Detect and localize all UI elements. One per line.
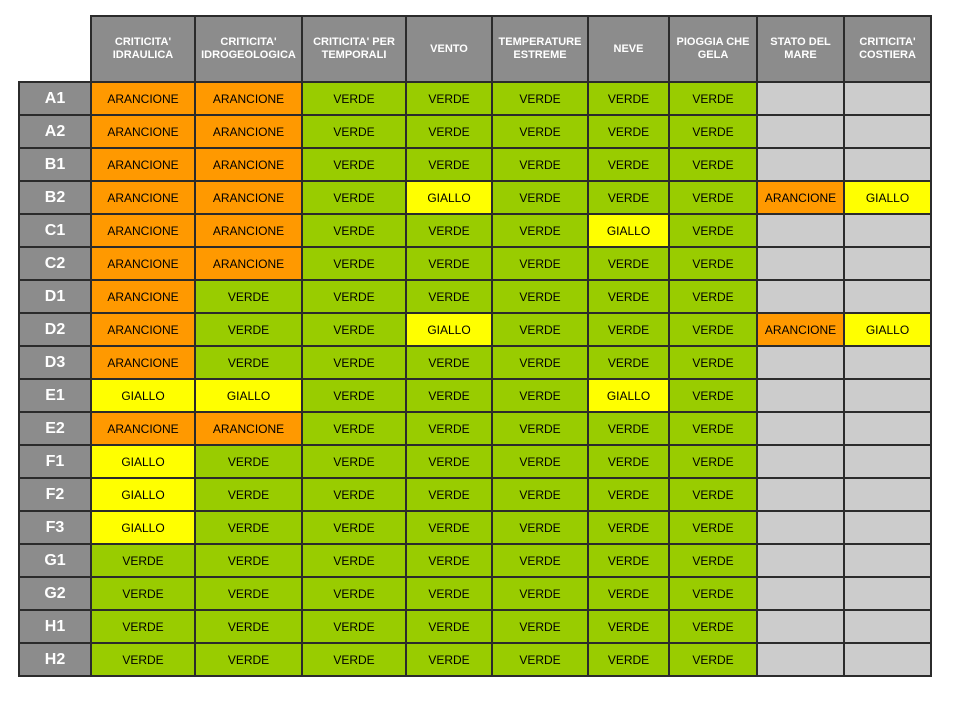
empty-cell (844, 379, 931, 412)
alert-level-cell: GIALLO (91, 478, 195, 511)
zone-label: E2 (19, 412, 91, 445)
table-row (19, 610, 931, 643)
alert-level-cell: VERDE (492, 511, 588, 544)
alert-level-cell: VERDE (492, 643, 588, 676)
alert-level-cell: VERDE (91, 577, 195, 610)
alert-level-cell: VERDE (669, 544, 757, 577)
alert-level-cell: VERDE (302, 544, 406, 577)
table-row (19, 247, 931, 280)
alert-level-cell: VERDE (669, 82, 757, 115)
alert-level-cell: VERDE (195, 445, 302, 478)
alert-level-cell: VERDE (669, 280, 757, 313)
alert-level-cell: VERDE (588, 511, 669, 544)
table-row (19, 577, 931, 610)
zone-label: C1 (19, 214, 91, 247)
alert-level-cell: VERDE (492, 544, 588, 577)
alert-level-cell: VERDE (406, 148, 492, 181)
table-body (19, 82, 931, 676)
table-row (19, 82, 931, 115)
alert-level-cell: VERDE (669, 313, 757, 346)
zone-label: D1 (19, 280, 91, 313)
table-row (19, 544, 931, 577)
alert-level-cell: GIALLO (588, 214, 669, 247)
zone-label: F2 (19, 478, 91, 511)
alert-level-cell: ARANCIONE (195, 115, 302, 148)
alert-level-cell: VERDE (302, 247, 406, 280)
zone-label: H2 (19, 643, 91, 676)
alert-level-cell: VERDE (669, 379, 757, 412)
alert-level-cell: ARANCIONE (91, 148, 195, 181)
column-header-pioggia-che-gela: PIOGGIA CHE GELA (669, 16, 757, 82)
empty-cell (844, 544, 931, 577)
alert-level-cell: ARANCIONE (91, 82, 195, 115)
alert-table (18, 15, 932, 677)
alert-level-cell: ARANCIONE (91, 346, 195, 379)
column-header-criticita-costiera: CRITICITA' COSTIERA (844, 16, 931, 82)
alert-level-cell: VERDE (492, 214, 588, 247)
alert-level-cell: ARANCIONE (195, 412, 302, 445)
alert-level-cell: VERDE (406, 247, 492, 280)
alert-level-cell: VERDE (669, 115, 757, 148)
zone-label: B2 (19, 181, 91, 214)
alert-level-cell: VERDE (91, 610, 195, 643)
alert-level-cell: VERDE (302, 445, 406, 478)
alert-level-cell: VERDE (492, 280, 588, 313)
alert-level-cell: VERDE (302, 379, 406, 412)
alert-level-cell: VERDE (406, 82, 492, 115)
alert-level-cell: VERDE (302, 577, 406, 610)
empty-cell (757, 511, 844, 544)
alert-level-cell: VERDE (588, 412, 669, 445)
alert-level-cell: VERDE (492, 148, 588, 181)
table-row (19, 214, 931, 247)
column-header-criticita-idrogeologica: CRITICITA' IDROGEOLOGICA (195, 16, 302, 82)
empty-cell (757, 280, 844, 313)
alert-level-cell: VERDE (492, 181, 588, 214)
empty-cell (757, 247, 844, 280)
alert-level-cell: VERDE (195, 577, 302, 610)
alert-level-cell: VERDE (195, 544, 302, 577)
alert-level-cell: VERDE (669, 346, 757, 379)
empty-cell (844, 478, 931, 511)
alert-level-cell: VERDE (406, 412, 492, 445)
alert-level-cell: VERDE (492, 313, 588, 346)
zone-label: A1 (19, 82, 91, 115)
zone-label: H1 (19, 610, 91, 643)
alert-level-cell: VERDE (492, 379, 588, 412)
empty-cell (844, 82, 931, 115)
alert-level-cell: VERDE (492, 412, 588, 445)
empty-cell (844, 643, 931, 676)
column-header-vento: VENTO (406, 16, 492, 82)
alert-level-cell: VERDE (302, 280, 406, 313)
column-header-criticita-per-temporali: CRITICITA' PER TEMPORALI (302, 16, 406, 82)
alert-level-cell: VERDE (302, 82, 406, 115)
corner-cell (19, 16, 91, 82)
table-row (19, 346, 931, 379)
alert-level-cell: VERDE (588, 115, 669, 148)
empty-cell (844, 148, 931, 181)
zone-label: F1 (19, 445, 91, 478)
empty-cell (757, 610, 844, 643)
zone-label: A2 (19, 115, 91, 148)
alert-level-cell: VERDE (669, 511, 757, 544)
alert-level-cell: VERDE (195, 280, 302, 313)
table-row (19, 181, 931, 214)
alert-level-cell: VERDE (669, 247, 757, 280)
alert-level-cell: VERDE (91, 544, 195, 577)
alert-level-cell: VERDE (195, 511, 302, 544)
alert-level-cell: ARANCIONE (195, 247, 302, 280)
table-row (19, 412, 931, 445)
alert-level-cell: VERDE (669, 148, 757, 181)
table-row (19, 643, 931, 676)
alert-level-cell: ARANCIONE (195, 82, 302, 115)
alert-level-cell: ARANCIONE (91, 115, 195, 148)
alert-level-cell: VERDE (406, 445, 492, 478)
alert-level-cell: ARANCIONE (91, 181, 195, 214)
alert-level-cell: VERDE (406, 280, 492, 313)
table-row (19, 148, 931, 181)
table-row (19, 478, 931, 511)
alert-level-cell: VERDE (406, 577, 492, 610)
alert-level-cell: VERDE (302, 148, 406, 181)
empty-cell (757, 115, 844, 148)
alert-level-cell: VERDE (406, 544, 492, 577)
empty-cell (757, 445, 844, 478)
alert-level-cell: VERDE (302, 346, 406, 379)
header-row (19, 16, 931, 82)
table-row (19, 445, 931, 478)
alert-level-cell: VERDE (669, 445, 757, 478)
alert-level-cell: GIALLO (844, 313, 931, 346)
alert-level-cell: GIALLO (406, 181, 492, 214)
empty-cell (844, 610, 931, 643)
alert-level-cell: GIALLO (588, 379, 669, 412)
alert-level-cell: ARANCIONE (91, 247, 195, 280)
alert-level-cell: GIALLO (91, 379, 195, 412)
empty-cell (757, 478, 844, 511)
empty-cell (757, 643, 844, 676)
alert-level-cell: VERDE (302, 478, 406, 511)
alert-level-cell: VERDE (406, 643, 492, 676)
alert-level-cell: VERDE (492, 478, 588, 511)
alert-level-cell: VERDE (406, 379, 492, 412)
alert-level-cell: VERDE (492, 346, 588, 379)
alert-level-cell: GIALLO (91, 511, 195, 544)
alert-level-cell: VERDE (588, 445, 669, 478)
zone-label: G1 (19, 544, 91, 577)
alert-level-cell: VERDE (406, 115, 492, 148)
empty-cell (757, 544, 844, 577)
alert-level-cell: ARANCIONE (195, 214, 302, 247)
alert-level-cell: VERDE (588, 577, 669, 610)
empty-cell (844, 346, 931, 379)
zone-label: F3 (19, 511, 91, 544)
alert-level-cell: VERDE (406, 610, 492, 643)
zone-label: C2 (19, 247, 91, 280)
alert-level-cell: VERDE (492, 82, 588, 115)
empty-cell (844, 577, 931, 610)
empty-cell (757, 148, 844, 181)
alert-level-cell: VERDE (302, 643, 406, 676)
alert-level-cell: VERDE (669, 478, 757, 511)
alert-level-cell: VERDE (492, 445, 588, 478)
alert-level-cell: VERDE (588, 280, 669, 313)
alert-level-cell: GIALLO (91, 445, 195, 478)
empty-cell (757, 82, 844, 115)
alert-level-cell: ARANCIONE (91, 214, 195, 247)
alert-level-cell: VERDE (406, 478, 492, 511)
alert-level-cell: VERDE (195, 610, 302, 643)
zone-label: G2 (19, 577, 91, 610)
alert-level-cell: ARANCIONE (757, 181, 844, 214)
alert-level-cell: VERDE (302, 181, 406, 214)
table-row (19, 379, 931, 412)
alert-level-cell: VERDE (588, 181, 669, 214)
alert-level-cell: VERDE (406, 511, 492, 544)
zone-label: D3 (19, 346, 91, 379)
column-header-stato-del-mare: STATO DEL MARE (757, 16, 844, 82)
empty-cell (844, 115, 931, 148)
alert-level-cell: VERDE (669, 577, 757, 610)
alert-level-cell: VERDE (406, 214, 492, 247)
alert-level-cell: ARANCIONE (91, 280, 195, 313)
alert-level-cell: VERDE (492, 577, 588, 610)
alert-level-cell: VERDE (588, 544, 669, 577)
alert-level-cell: VERDE (588, 148, 669, 181)
alert-level-cell: VERDE (195, 313, 302, 346)
alert-level-cell: VERDE (588, 82, 669, 115)
alert-level-cell: GIALLO (406, 313, 492, 346)
table-row (19, 313, 931, 346)
alert-level-cell: ARANCIONE (91, 313, 195, 346)
empty-cell (757, 577, 844, 610)
empty-cell (757, 346, 844, 379)
column-header-criticita-idraulica: CRITICITA' IDRAULICA (91, 16, 195, 82)
alert-level-cell: VERDE (195, 478, 302, 511)
alert-level-cell: VERDE (302, 115, 406, 148)
alert-level-cell: VERDE (91, 643, 195, 676)
alert-level-cell: VERDE (588, 478, 669, 511)
empty-cell (757, 379, 844, 412)
alert-level-cell: VERDE (302, 313, 406, 346)
alert-level-cell: ARANCIONE (195, 148, 302, 181)
empty-cell (844, 511, 931, 544)
empty-cell (844, 247, 931, 280)
zone-label: D2 (19, 313, 91, 346)
alert-level-cell: VERDE (588, 610, 669, 643)
alert-level-cell: VERDE (302, 214, 406, 247)
alert-level-cell: VERDE (669, 643, 757, 676)
alert-level-cell: VERDE (492, 247, 588, 280)
alert-level-cell: VERDE (669, 181, 757, 214)
alert-level-cell: VERDE (492, 115, 588, 148)
zone-label: E1 (19, 379, 91, 412)
empty-cell (844, 280, 931, 313)
table-row (19, 115, 931, 148)
alert-level-cell: VERDE (588, 247, 669, 280)
empty-cell (844, 445, 931, 478)
alert-level-cell: VERDE (588, 643, 669, 676)
alert-level-cell: ARANCIONE (91, 412, 195, 445)
empty-cell (844, 412, 931, 445)
alert-level-cell: GIALLO (844, 181, 931, 214)
alert-level-cell: VERDE (406, 346, 492, 379)
alert-level-cell: VERDE (669, 412, 757, 445)
table-row (19, 280, 931, 313)
alert-level-cell: VERDE (669, 214, 757, 247)
empty-cell (757, 214, 844, 247)
alert-level-cell: VERDE (669, 610, 757, 643)
table-row (19, 511, 931, 544)
alert-level-cell: VERDE (302, 412, 406, 445)
alert-level-cell: VERDE (195, 346, 302, 379)
alert-level-cell: ARANCIONE (195, 181, 302, 214)
alert-level-cell: ARANCIONE (757, 313, 844, 346)
alert-level-cell: VERDE (302, 511, 406, 544)
empty-cell (844, 214, 931, 247)
column-header-neve: NEVE (588, 16, 669, 82)
empty-cell (757, 412, 844, 445)
alert-level-cell: VERDE (195, 643, 302, 676)
alert-level-cell: VERDE (492, 610, 588, 643)
alert-level-cell: VERDE (588, 313, 669, 346)
alert-level-cell: VERDE (588, 346, 669, 379)
alert-level-cell: VERDE (302, 610, 406, 643)
column-header-temperature-estreme: TEMPERATURE ESTREME (492, 16, 588, 82)
zone-label: B1 (19, 148, 91, 181)
alert-level-cell: GIALLO (195, 379, 302, 412)
